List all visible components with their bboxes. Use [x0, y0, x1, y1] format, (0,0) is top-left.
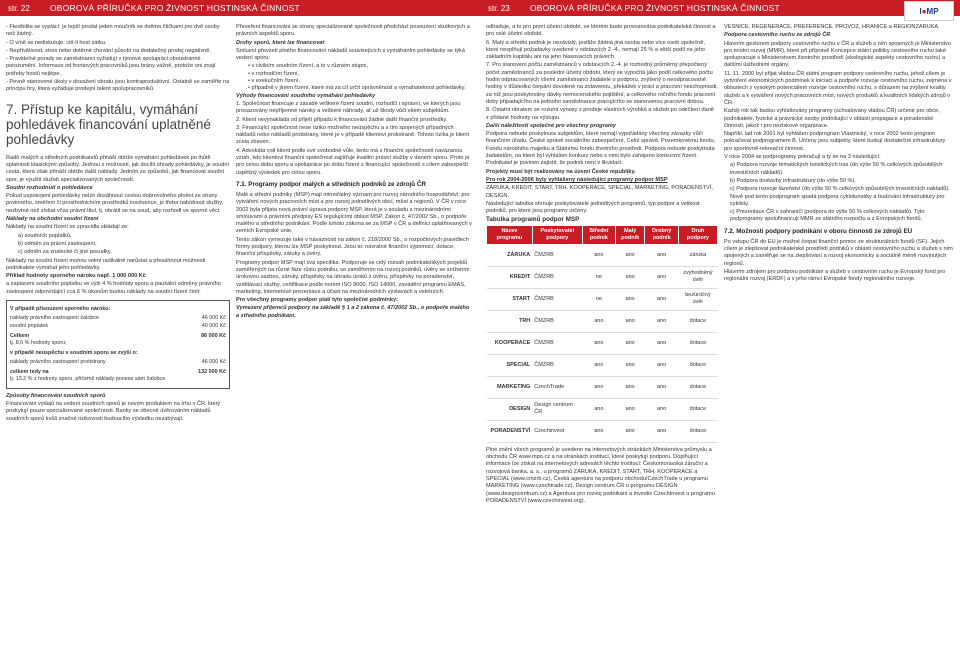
list-item: 2. Klient nevynakládá od přijetí případu k financování žádné další finanční prostředky. — [236, 116, 448, 123]
subheading: Podpora cestovního ruchu ze zdrojů ČR — [724, 32, 831, 39]
table-header: Druh podpory — [678, 225, 717, 244]
table-header: Střední podnik — [582, 225, 615, 244]
box-row — [10, 315, 226, 322]
paragraph: Pokud uspokojení pohledávky nelze dosáhnout cestou dobrovolného plnění ze strany povinného, směřem či prostřednictvím prostředků insolvence, je třeba nabídnout služby, nezbytné než získat včas právní titul, tj. obrátit se na soud, aby rozhodl ve sporné věci. — [6, 193, 224, 214]
table-cell: ano — [615, 332, 644, 354]
table-cell: ČMZRB — [532, 244, 582, 266]
paragraph: VESNICE, REGENERACE, PREFERENCE, PROVOZ, HRANICE a REGIONZÁRUKA. — [724, 24, 940, 30]
table-row — [487, 332, 718, 354]
table-cell: ano — [582, 420, 615, 442]
row-value: 132 000 Kč — [198, 369, 226, 376]
table-cell: ano — [615, 244, 644, 266]
table-cell: ČMZRB — [532, 332, 582, 354]
table-row — [487, 288, 718, 310]
box-note: tj. 8,6 % hodnoty sporu; — [10, 340, 67, 347]
section-heading: 7. Přístup ke kapitálu, vymáhání pohledávek financování uplatněné pohledávky — [6, 101, 211, 147]
programs-table — [486, 225, 718, 443]
list-item: a) soudních poplatků, — [18, 232, 72, 239]
paragraph: 8. Ostatní obratem se rozumí výnosy z prodeje vlastních výrobků a služeb po odečtení daně z přidané hodnoty na výstupu. — [486, 107, 714, 121]
box-row — [10, 359, 226, 366]
table-cell: ČMZRB — [532, 288, 582, 310]
table-header: Malý podnik — [615, 225, 644, 244]
table-cell: ano — [615, 420, 644, 442]
row-value: 86 000 Kč — [201, 332, 226, 339]
table-cell: ano — [615, 354, 644, 376]
row-value: 40 000 Kč — [201, 322, 226, 329]
table-row — [487, 376, 718, 398]
program-name-cell: ZÁRUKA — [487, 244, 533, 266]
list-item: b) Podpora dostavby infrastruktury (do výše 50 %). — [730, 177, 856, 184]
paragraph: Napříkl. lad rok 2001 byl vyhlášen podprogram Vlastnický, v roce 2002 tento program pokračoval podprogramem B. Určeny jsou subjekty, které budují dostatečné infrastruktury pro sportovně-rekreační činnost. — [724, 131, 946, 152]
table-row — [487, 398, 718, 420]
bullet-text: - Flexibilita se vyplácí: je lepší prodat jeden moučník se dvěma čtičkami pro dvě osoby než žádný. — [6, 24, 220, 38]
table-cell: CzechTrade — [532, 376, 582, 398]
left-column-2 — [236, 24, 474, 669]
table-cell: ano — [582, 244, 615, 266]
program-name-cell: PORADENSTVÍ — [487, 420, 533, 442]
list-item: 3. Financující společnost nese riziko možného neúspěchu a s tím spojených případných nákladů nebo nákladů protistrany, které je v případě klientovi protistraně. Tohoto rizika je klient zcela zbaven. — [236, 124, 469, 146]
table-header: Název programu — [487, 225, 533, 244]
list-item: • v rozhodčím řízení, — [248, 71, 474, 78]
paragraph: a zaplacení soudního poplatku ve výši 4 % hodnoty sporu a paušální odměny právního zastoupení odpovídající cca 6 % úkonům budou náklady na soudní řízení činit: — [6, 281, 221, 295]
paragraph: Po vstupu ČR do EU je možné čerpat finanční pomoc ze strukturálních fondů (SF). Jejich cílem je zlepšovat podnikatelské prostředí podniků v oblasti cestovního ruchu a služeb s ním spojených a zaměřuje se na zlepšování a rozvoj ekonomicky a sociálně méně rozvinutých regionů. — [724, 238, 953, 267]
bullet-list — [236, 63, 474, 92]
row-label: náklady právního zastoupení žalobce — [10, 315, 100, 322]
right-page-title: OBOROVÁ PŘÍRUČKA PRO ŽIVNOST HOSTINSKÁ ČINNOST — [530, 3, 780, 13]
table-cell: ČMZRB — [532, 310, 582, 332]
table-cell: Czechinvest — [532, 420, 582, 442]
table-row — [487, 354, 718, 376]
right-page — [480, 0, 960, 671]
subheading: Náklady na obchodní soudní řízení — [6, 216, 99, 223]
table-cell: ano — [645, 354, 678, 376]
right-header — [480, 0, 960, 16]
table-row — [487, 310, 718, 332]
row-label: celkem tedy na — [10, 369, 49, 376]
list-item: c) Podpora rozvoje lázeňství (do výše 50 % celkových způsobilých investičních nákladů). Nově pod tento podprogram spadá podpora cykloturistiky a budování infrastruktury pro cyklisty. — [730, 186, 950, 207]
paragraph: Podpora nebude poskytnuta subjektům, které nemají vypořádány všechny závazky vůči finančním úřadu, České správě sociálního zabezpečení, Celní správě, Pozemkovému fondu, Fondu národního majetku a Státnímu fondu životního prostředí. Podpora nebude poskytnuta žadatelům, na které byl vyhlášen konkurz nebo s nimi bylo zahájeno konkurzní řízení. Podnikatel je povinen zajistit, že podnik není v likvidaci. — [486, 131, 716, 167]
table-cell: bezúročný úvěr — [678, 288, 717, 310]
table-body — [487, 244, 718, 442]
table-cell: ano — [615, 288, 644, 310]
list-item: c) Prezentace ČR v zahraničí (podpora do výše 50 % celkových nákladů). Tyto podprogramy spolufinancují MMR ze státního rozpočtu a z Evropských fondů. — [730, 209, 925, 223]
row-label: soudní poplatek — [10, 322, 49, 329]
paragraph: Plné znění všech programů je uvedeno na internetových stránkách Ministerstva průmyslu a obchodu ČR www.mpo.cz a na stránkách institucí, které poskytují podporu. Doplňující informace lze získat na internetových adresách těchto institucí: Českomoravská záruční a rozvojová banka, a. s., u programů ZÁRUKA, KREDIT, START, TRH, KOOPERACE a SPECIAL (www.cmzrb.cz), Česká agentura na podporu obchodu/CzechTrade u programu MARKETING (www.czechtrade.cz), Design centrum ČR u programu DESIGN (www.designcentrum.cz) a Agentura pro rozvoj podnikání a investic CzechInvest u programu PORADENSTVÍ (www.czechinvest.org). — [486, 446, 715, 504]
paragraph: 7. Pro stanovení počtu zaměstnanců v odstavcích 2.-4. je rozhodný průměrný přepočtený počet zaměstnanců za poslední účetní období, který se vypočítá jako podíl celkového počtu hodin odpracovaných všemi zaměstnanci žadatele o podporu, zvýšený o neodpracované hodiny v důsledku čerpání dovolené na zotavenou, překážek v práci a pracovní neschopnosti, za níž jsou poskytovány dávky nemocenského pojištění, a celkového ročního fondu pracovní doby připadajícího na jednoho zaměstnance pracujícího se stanovenou pracovní dobou. — [486, 62, 718, 105]
subheading: Pro všechny programy podpor platí tyto společné podmínky: — [236, 297, 398, 304]
table-cell: ano — [645, 266, 678, 288]
table-header: Poskytovatel podpory — [532, 225, 582, 244]
table-cell: dotace — [678, 310, 717, 332]
table-cell: ano — [645, 398, 678, 420]
table-cell: ano — [645, 420, 678, 442]
paragraph: Vymezení příjemců podpory na základě § 1 a 2 zákona č. 47/2002 Sb., o podpoře malého a středního podnikání. — [236, 305, 470, 319]
list-item: 1. Společnost financuje z zásadě veškeré řízení soudní, rozhodčí i správní, ve kterých jsou prosazovány nepříjemné nároky a veškeré náhrady, ať už škody vůči všem subjektům. — [236, 100, 461, 115]
table-cell: ano — [582, 310, 615, 332]
row-label: Celkem — [10, 332, 30, 339]
box-row — [10, 323, 226, 330]
subheading: Pro rok 2004-2006 byly vyhlášeny následující programy podpor MSP — [486, 176, 668, 183]
left-column-1 — [6, 24, 230, 669]
table-cell: ano — [645, 288, 678, 310]
cost-box — [6, 300, 230, 389]
paragraph: Náklady na soudní řízení se zpravidla skládají ze: — [6, 224, 129, 231]
table-row — [487, 420, 718, 442]
table-cell: ne — [582, 288, 615, 310]
subheading: Způsoby financování soudních sporů — [6, 392, 106, 399]
row-label: náklady právního zastoupení protistrany — [10, 358, 106, 365]
box-note: tj. 13,2 % z hodnoty sporu, přičemž náklady ponese sám žalobce — [10, 376, 166, 383]
program-name-cell: START — [487, 288, 533, 310]
program-name-cell: TRH — [487, 310, 533, 332]
left-page-number: str. 22 — [8, 3, 30, 13]
left-header — [0, 0, 480, 16]
table-cell: ano — [645, 332, 678, 354]
table-cell: ano — [615, 310, 644, 332]
bullet-text: - Nepřívětivost, stres nebo dotěrné chování působí na dodatečný prodej negativně. — [6, 47, 211, 54]
program-name-cell: KREDIT — [487, 266, 533, 288]
paragraph: Následující tabulka shrnuje poskytovatele jednotlivých programů, typ podpor a velikost podniků, pro které jsou programy určeny: — [486, 200, 700, 215]
table-cell: dotace — [678, 420, 717, 442]
subheading: Další náležitosti společné pro všechny programy — [486, 122, 616, 129]
table-cell: ČMZRB — [532, 266, 582, 288]
row-value: 46 000 Kč — [201, 358, 226, 365]
bullet-text: - Pravidelné porady se zaměstnanci vyžadují v týmové spolupráci oboustranné porozumění. Informace od frontových pracovníků jsou brány vážně, protože oni znají potřeby hostů nejlépe. — [6, 56, 216, 77]
table-cell: dotace — [678, 332, 717, 354]
table-cell: dotace — [678, 376, 717, 398]
table-cell: zvýhodněný úvěr — [678, 266, 717, 288]
paragraph: 6. Malý a střední podnik je nezávislý, jestliže žádná jiná osoba nebo více osob společně, které nesplňují požadavky uvedené v odstavcích 2.-4., nemají 25 % a větší podíl na jeho základním kapitálu ani na jeho hlasovacích právech. — [486, 39, 705, 61]
table-cell: ČMZRB — [532, 354, 582, 376]
program-name-cell: KOOPERACE — [487, 332, 533, 354]
paragraph: Tento zákon vymezuje také v návaznosti na zákon č. 218/2000 Sb., o rozpočtových pravidlech formy podpory, kterou lze MSP poskytnout. Jsou to: návratné finanční výpomoci, dotace, finanční příspěvky, záruky a úvěry. — [236, 236, 469, 258]
list-item: c) odměn za znalecké či jiné posudky. — [18, 249, 112, 256]
table-title: Tabulka programů podpor MSP — [486, 216, 580, 224]
publisher-logo: I ● MP — [904, 1, 954, 21]
section-heading: 7.1. Programy podpor malých a středních podniků ze zdrojů ČR — [236, 180, 426, 188]
subheading: Druhy sporů, které lze financovat — [236, 39, 325, 46]
bullet-text: - O víně se nediskutuje, cití-li host zátku. — [6, 39, 107, 46]
paragraph: Náklady na soudní řízení mohou velmi radikálně narůstat a přesáhnout možnosti podnikatele vymáhat jeho pohledávky. — [6, 257, 206, 271]
list-item: b) odměn za právní zastoupení, — [18, 240, 97, 247]
table-cell: ano — [582, 398, 615, 420]
table-cell: ano — [645, 310, 678, 332]
list-item: • případně v jiném řízení, které má za cíl určit oprávněnost a vymahatelnost pohledávky. — [248, 85, 474, 92]
paragraph: Hlavním zdrojem pro podporu podnikání a služeb v cestovním ruchu je Evropský fond pro regionální rozvoj (ERDF) a v jeho rámci Evropské fondy regionálního rozvoje. — [724, 268, 946, 283]
subheading: Výhody financování soudního vymáhání pohledávky — [236, 92, 376, 99]
paragraph: Smluvní převzetí plného financování nákladů souvisejících s vymáháním pohledávky se týká vedení sporu: — [236, 47, 465, 62]
table-row — [487, 244, 718, 266]
table-header-row — [487, 225, 718, 244]
paragraph: 11. 11. 2000 byl přijat vládou ČR státní program podpory cestovního ruchu, jehož cílem je vytvoření ekonomických podmínek k iniciaci a podpoře rozvoje cestovního ruchu, zejména v oblastech s vysokým potenciálem rozvoje cestovního ruchu, s důrazem na zvýšení kvality služeb a k vytváření nových pracovních míst, nových produktů a kvalitních lidských zdrojů v ČR. — [724, 70, 952, 106]
program-name-cell: DESIGN — [487, 398, 533, 420]
list-item: 4. Advokáta volí klient podle své svobodné vůle, tento má s finanční společností navázanou vztah, kdo klientovi finanční společnost zajišťuje kvalitní právní služby v daném sporu. Proto je pro celou dobu sporu a spolupráce po dobu řízení s financující společností s cílem zabezpečit úspěšný výsledek pro celou sporu. — [236, 147, 470, 176]
left-page-title: OBOROVÁ PŘÍRUČKA PRO ŽIVNOST HOSTINSKÁ ČINNOST — [50, 3, 300, 13]
subheading: Projekty musí být realizovány na území České republiky. — [486, 168, 636, 175]
table-cell: ano — [615, 266, 644, 288]
table-cell: ano — [582, 332, 615, 354]
table-cell: ano — [645, 376, 678, 398]
paragraph: ZÁRUKA, KREDIT, START, TRH, KOOPERACE, SPECIAL, MARKETING, PORADENSTVÍ, DESIGN. — [486, 185, 713, 199]
list-item: a) Podpora rozvoje tématických turistických tras (do výše 50 % celkových způsobilých investičních nákladů). — [730, 162, 943, 176]
list-item: • v civilním soudním řízení, a to v různém stupni, — [248, 63, 474, 70]
paragraph: Hlavním gestorem podpory cestovního ruchu v ČR a služeb s ním spojených je Ministerstvo pro místní rozvoj (MMR), které při přípravě Koncepce státní politiky cestovního ruchu také spolupracuje s Ministerstvem životního prostředí (ekologické aspekty cestovního ruchu) a dalšími ústředními orgány. — [724, 40, 951, 69]
paragraph: Programy podpor MSP mají svá specifika. Podporuje se celý rozsah podnikatelských projektů zaměřených na různé fáze růstu podniku, se zaměřením na rozvoj podniků, úvěry se snížením úrokovou sazbou, záruky, příspěvky na úhradu úroků z úvěru, příspěvky na poradenství, vzdělávací služby, certifikace podle norem ISO 9000, ISO 14000, zavádění programu EMAS, marketing, internetové prezentace a účast na mezinárodních výstavách a veletrzích. — [236, 259, 470, 295]
table-cell: ano — [582, 354, 615, 376]
right-column-2 — [724, 24, 954, 669]
table-cell: dotace — [678, 398, 717, 420]
paragraph: V roce 2004 se podprogramy pokračují a ty se na 3 následující: — [724, 154, 881, 161]
right-page-number: str. 23 — [488, 3, 510, 13]
paragraph: Malé a střední podniky (MSP) mají mimořádný význam pro rozvoj národního hospodářství, pro vytváření nových pracovních míst a pro rozvoj jednotlivých obcí, měst a regionů. V ČR v roce 2002 byla přijata nová právní úprava podpory MSP, která je v souladu s mezinárodními smlouvami a právními předpisy ES regulujícími oblast MSP. Zákon č. 47/2002 Sb., o podpoře malého a středního podnikání. Podle tohoto zákona se za MSP v ČR a definici uplatňovaných v zemích Evropské unie. — [236, 191, 472, 235]
table-row — [487, 266, 718, 288]
box-title: V případě přisouzení sporného nároku: — [10, 306, 111, 313]
paragraph: Každý rok tak budou vyhlašovány programy (schvalovány vládou ČR) určené pro obce, podnikatele, fyzické a právnické osoby podnikající v oblasti propagace a poradenské činnosti, jakož i pro neziskové organizace. — [724, 108, 940, 129]
paragraph: Financování výdajů na vedení soudních sporů je novým produktem na trhu v ČR, který poskytují pouze specializované společnosti. Banky se obecně úvěrováním nákladů soudních sporů kvůli značné rizikovosti budoucího výsledku nezabývají. — [6, 400, 221, 422]
bullet-text: - Pevně stanovené úkoly v dosažení obratu jsou kontraproduktivní. Ostatně se zaměřte na principu hry, která vyžaduje prodejní talent spolupracovníků. — [6, 79, 230, 93]
box-total-row — [10, 369, 226, 376]
section-heading: 7.2. Možnosti podpory podnikání v oboru činnosti ze zdrojů EU — [724, 227, 913, 235]
table-cell: Design centrum ČR — [532, 398, 582, 420]
table-cell: dotace — [678, 354, 717, 376]
box-title: v případě neúspěchu v soudním sporu se zvýší o: — [10, 349, 138, 356]
row-value: 46 000 Kč — [201, 315, 226, 322]
list-item: • v exekučním řízení, — [248, 78, 474, 85]
table-cell: záruka — [678, 244, 717, 266]
right-column-1 — [486, 24, 718, 669]
program-name-cell: MARKETING — [487, 376, 533, 398]
program-name-cell: SPECIAL — [487, 354, 533, 376]
subheading: Soudní rozhodnutí o pohledávce — [6, 184, 93, 191]
table-cell: ano — [615, 376, 644, 398]
paragraph: Radě malých a středních podnikatelů přináší obtíže vymáhání pohledávek po lhůtě splatnosti klasickými způsoby. Jednou z možností, jak docílit úhrady pohledávky, je soudní cesta, která však přináší obtíže další náklady. Jedním ze způsobů, jak financovat soudní spor, je využití služeb specializovaných společností. — [6, 154, 230, 183]
table-header: Drobný podnik — [645, 225, 678, 244]
table-cell: ne — [582, 266, 615, 288]
table-cell: ano — [615, 398, 644, 420]
paragraph: Převeření financování se strany specializované společnosti předchází posouzení skutkových a právních aspektů sporu. — [236, 24, 470, 38]
box-total-row — [10, 333, 226, 340]
paragraph: odhaduje, a to pro první účetní období, ve kterém bude provozována podnikatelská činnost a pro celé účetní období. — [486, 24, 716, 38]
table-cell: ano — [582, 376, 615, 398]
table-cell: ano — [645, 244, 678, 266]
subheading: Příklad hodnoty sporného nároku např. 1 000 000 Kč — [6, 273, 146, 280]
